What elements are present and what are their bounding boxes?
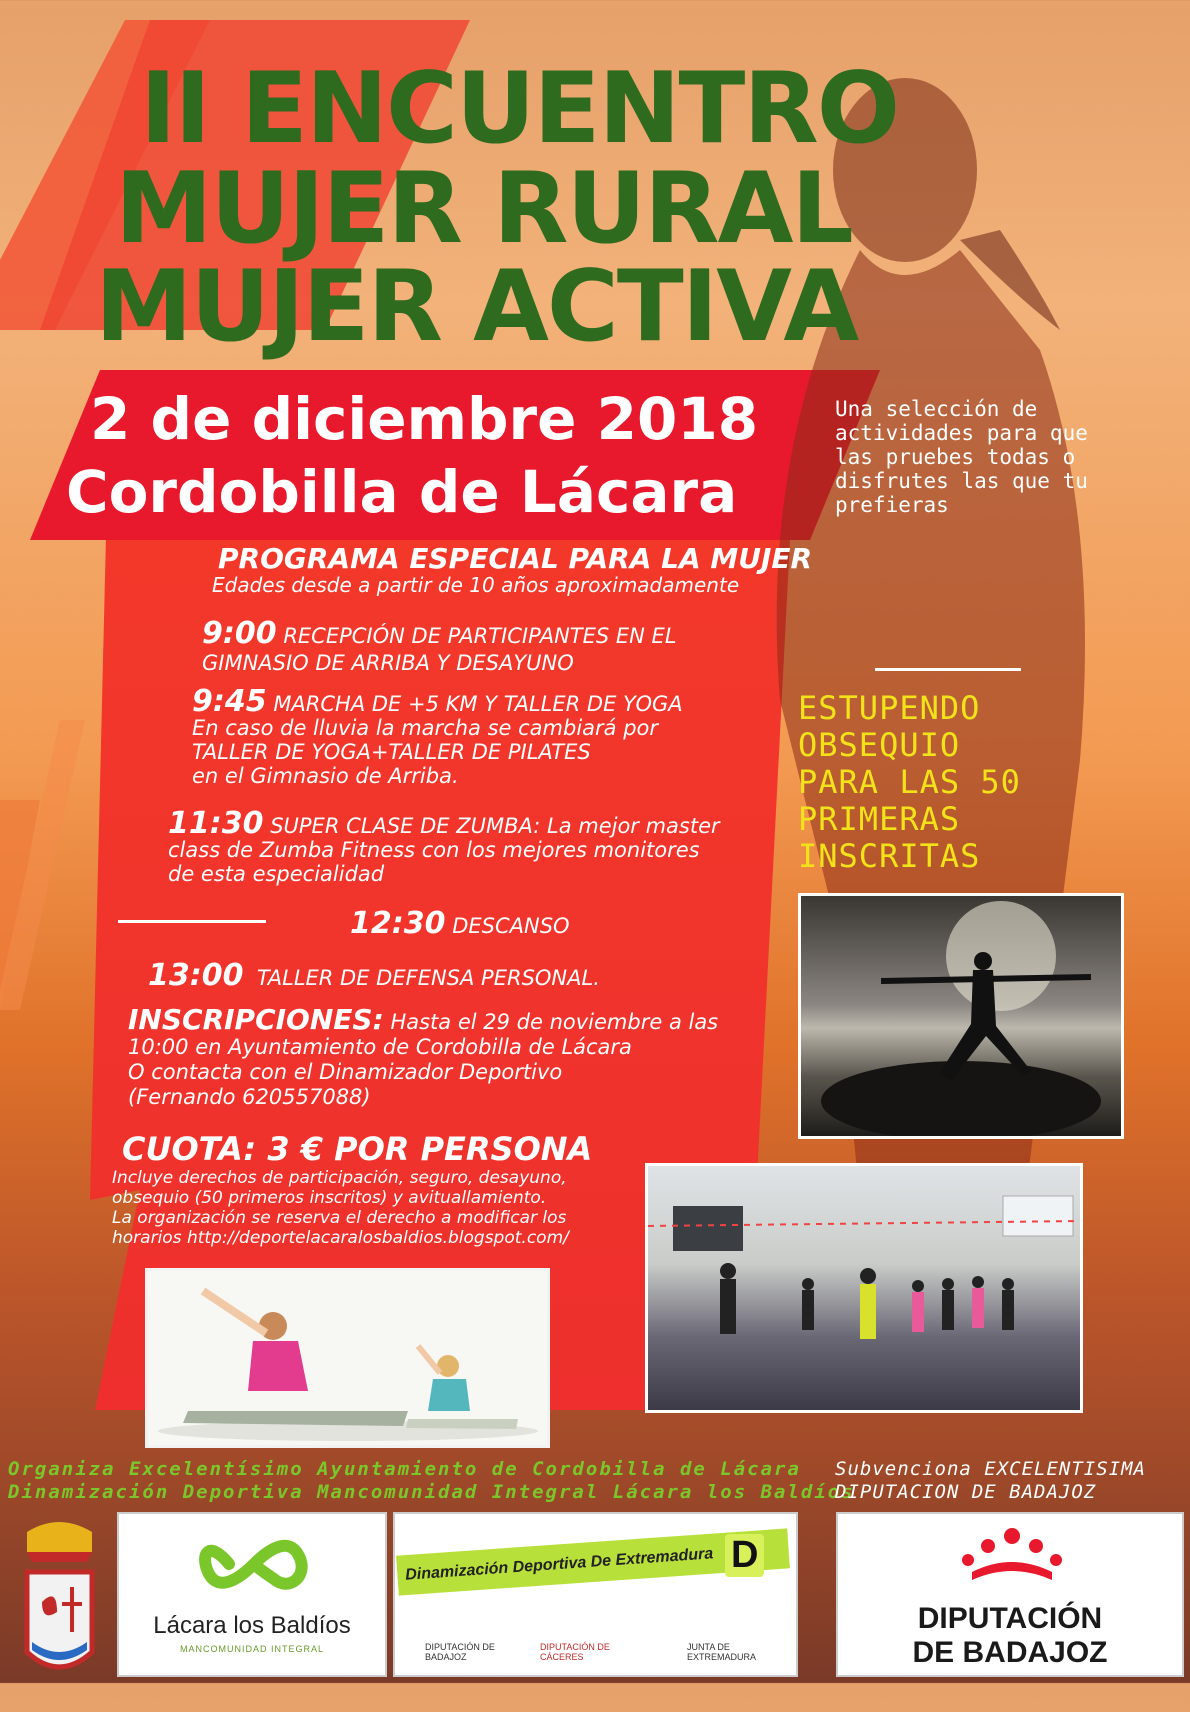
schedule-text: TALLER DE YOGA+TALLER DE PILATES xyxy=(192,740,591,764)
schedule-time: 9:45 xyxy=(192,684,267,719)
infinity-icon xyxy=(199,1534,309,1594)
sponsor-line: Subvenciona EXCELENTISIMA xyxy=(835,1458,1146,1480)
schedule-item-1230 xyxy=(350,906,570,941)
registration-label: INSCRIPCIONES: xyxy=(128,1003,384,1036)
side-note-line: disfrutes las que tu xyxy=(835,469,1088,493)
gift-block xyxy=(798,690,1021,875)
schedule-text: TALLER DE DEFENSA PERSONAL. xyxy=(256,966,600,990)
registration-text: (Fernando 620557088) xyxy=(128,1085,371,1109)
schedule-line xyxy=(168,806,768,841)
schedule-time: 13:00 xyxy=(148,958,244,993)
yoga-sunset-photo xyxy=(798,893,1124,1139)
schedule-text: class de Zumba Fitness con los mejores monitores xyxy=(168,838,700,862)
fee-detail-line: horarios http://deportelacaralosbaldios.blogspot.com/ xyxy=(112,1228,569,1248)
title-line-3: MUJER ACTIVA xyxy=(95,250,858,364)
coat-of-arms-logo xyxy=(12,1512,107,1712)
schedule-line xyxy=(350,906,570,941)
schedule-text: GIMNASIO DE ARRIBA Y DESAYUNO xyxy=(202,651,574,675)
title-line-1: II ENCUENTRO xyxy=(140,52,899,166)
schedule-text: en el Gimnasio de Arriba. xyxy=(192,764,459,788)
title-line-2: MUJER RURAL xyxy=(115,152,852,266)
event-date: 2 de diciembre 2018 xyxy=(90,385,759,453)
schedule-text: RECEPCIÓN DE PARTICIPANTES EN EL xyxy=(283,624,677,648)
schedule-text: de esta especialidad xyxy=(168,862,385,886)
registration-text: 10:00 en Ayuntamiento de Cordobilla de Lácara xyxy=(128,1035,632,1059)
diputacion-logo-line2: DE BADAJOZ xyxy=(912,1636,1108,1669)
divider-left xyxy=(118,920,266,923)
schedule-item-0945 xyxy=(192,684,772,788)
fee-details xyxy=(112,1168,632,1248)
gift-line: ESTUPENDO xyxy=(798,689,981,727)
schedule-time: 12:30 xyxy=(350,906,446,941)
organizer-line: Dinamización Deportiva Mancomunidad Integral Lácara los Baldíos xyxy=(8,1481,855,1503)
registration-block xyxy=(128,1003,778,1110)
sponsor-line: DIPUTACION DE BADAJOZ xyxy=(835,1481,1097,1503)
schedule-line xyxy=(148,958,600,993)
schedule-text: MARCHA DE +5 KM Y TALLER DE YOGA xyxy=(273,692,683,716)
registration-line xyxy=(128,1003,778,1036)
gift-line: PARA LAS 50 xyxy=(798,763,1021,801)
fee-detail-line: La organización se reserva el derecho a modificar los xyxy=(112,1208,567,1228)
divider-right xyxy=(875,668,1021,671)
organizer-text xyxy=(8,1458,855,1504)
dinamizacion-mark: D xyxy=(725,1534,764,1577)
side-note-line: prefieras xyxy=(835,493,949,517)
side-note-line: las pruebes todas o xyxy=(835,445,1076,469)
diputacion-logo-line1: DIPUTACIÓN xyxy=(917,1602,1103,1635)
schedule-item-1130 xyxy=(168,806,768,886)
fee-detail-line: obsequio (50 primeros inscritos) y avituallamiento. xyxy=(112,1188,547,1208)
diputacion-logo-box xyxy=(836,1512,1184,1677)
schedule-item-0900 xyxy=(202,616,762,675)
registration-text: O contacta con el Dinamizador Deportivo xyxy=(128,1060,563,1084)
program-heading: PROGRAMA ESPECIAL PARA LA MUJER xyxy=(218,542,813,575)
schedule-line xyxy=(192,684,772,719)
partner-diputacion-badajoz: DIPUTACIÓN DE BADAJOZ xyxy=(425,1642,495,1662)
registration-text: Hasta el 29 de noviembre a las xyxy=(390,1010,719,1034)
schedule-time: 11:30 xyxy=(168,806,264,841)
organizer-line: Organiza Excelentísimo Ayuntamiento de Cordobilla de Lácara xyxy=(8,1458,801,1480)
zumba-class-photo xyxy=(645,1163,1083,1413)
schedule-line xyxy=(202,616,762,651)
gift-line: PRIMERAS xyxy=(798,800,961,838)
gift-line: OBSEQUIO xyxy=(798,726,961,764)
partner-junta-extremadura: JUNTA DE EXTREMADURA xyxy=(687,1642,757,1662)
event-place: Cordobilla de Lácara xyxy=(66,458,738,526)
schedule-item-1300 xyxy=(148,958,600,993)
lacara-logo-box xyxy=(117,1512,387,1677)
side-note-line: actividades para que xyxy=(835,421,1088,445)
fee-detail-line: Incluye derechos de participación, seguro, desayuno, xyxy=(112,1168,567,1188)
side-note xyxy=(835,397,1088,517)
gift-line: INSCRITAS xyxy=(798,837,981,875)
side-note-line: Una selección de xyxy=(835,397,1038,421)
yoga-silhouette-figure xyxy=(801,896,1121,1136)
sponsor-text xyxy=(835,1458,1146,1504)
dinamizacion-logo-box xyxy=(393,1512,798,1677)
partner-diputacion-caceres: DIPUTACIÓN DE CÁCERES xyxy=(540,1642,610,1662)
stretching-figures xyxy=(148,1271,548,1446)
schedule-text: SUPER CLASE DE ZUMBA: La mejor master xyxy=(270,814,720,838)
schedule-text: En caso de lluvia la marcha se cambiará por xyxy=(192,716,659,740)
lacara-logo-subtitle: MANCOMUNIDAD INTEGRAL xyxy=(179,1644,324,1654)
stretching-photo xyxy=(145,1268,550,1448)
schedule-time: 9:00 xyxy=(202,616,277,651)
gym-scene xyxy=(648,1166,1080,1410)
program-subheading: Edades desde a partir de 10 años aproximadamente xyxy=(212,573,740,597)
schedule-text: DESCANSO xyxy=(452,914,570,938)
lacara-logo-name: Lácara los Baldíos xyxy=(153,1612,351,1639)
fee-heading: CUOTA: 3 € POR PERSONA xyxy=(122,1130,593,1168)
diputacion-emblem-icon xyxy=(952,1522,1072,1592)
dinamizacion-banner-text: Dinamización Deportiva De Extremadura xyxy=(404,1545,714,1584)
